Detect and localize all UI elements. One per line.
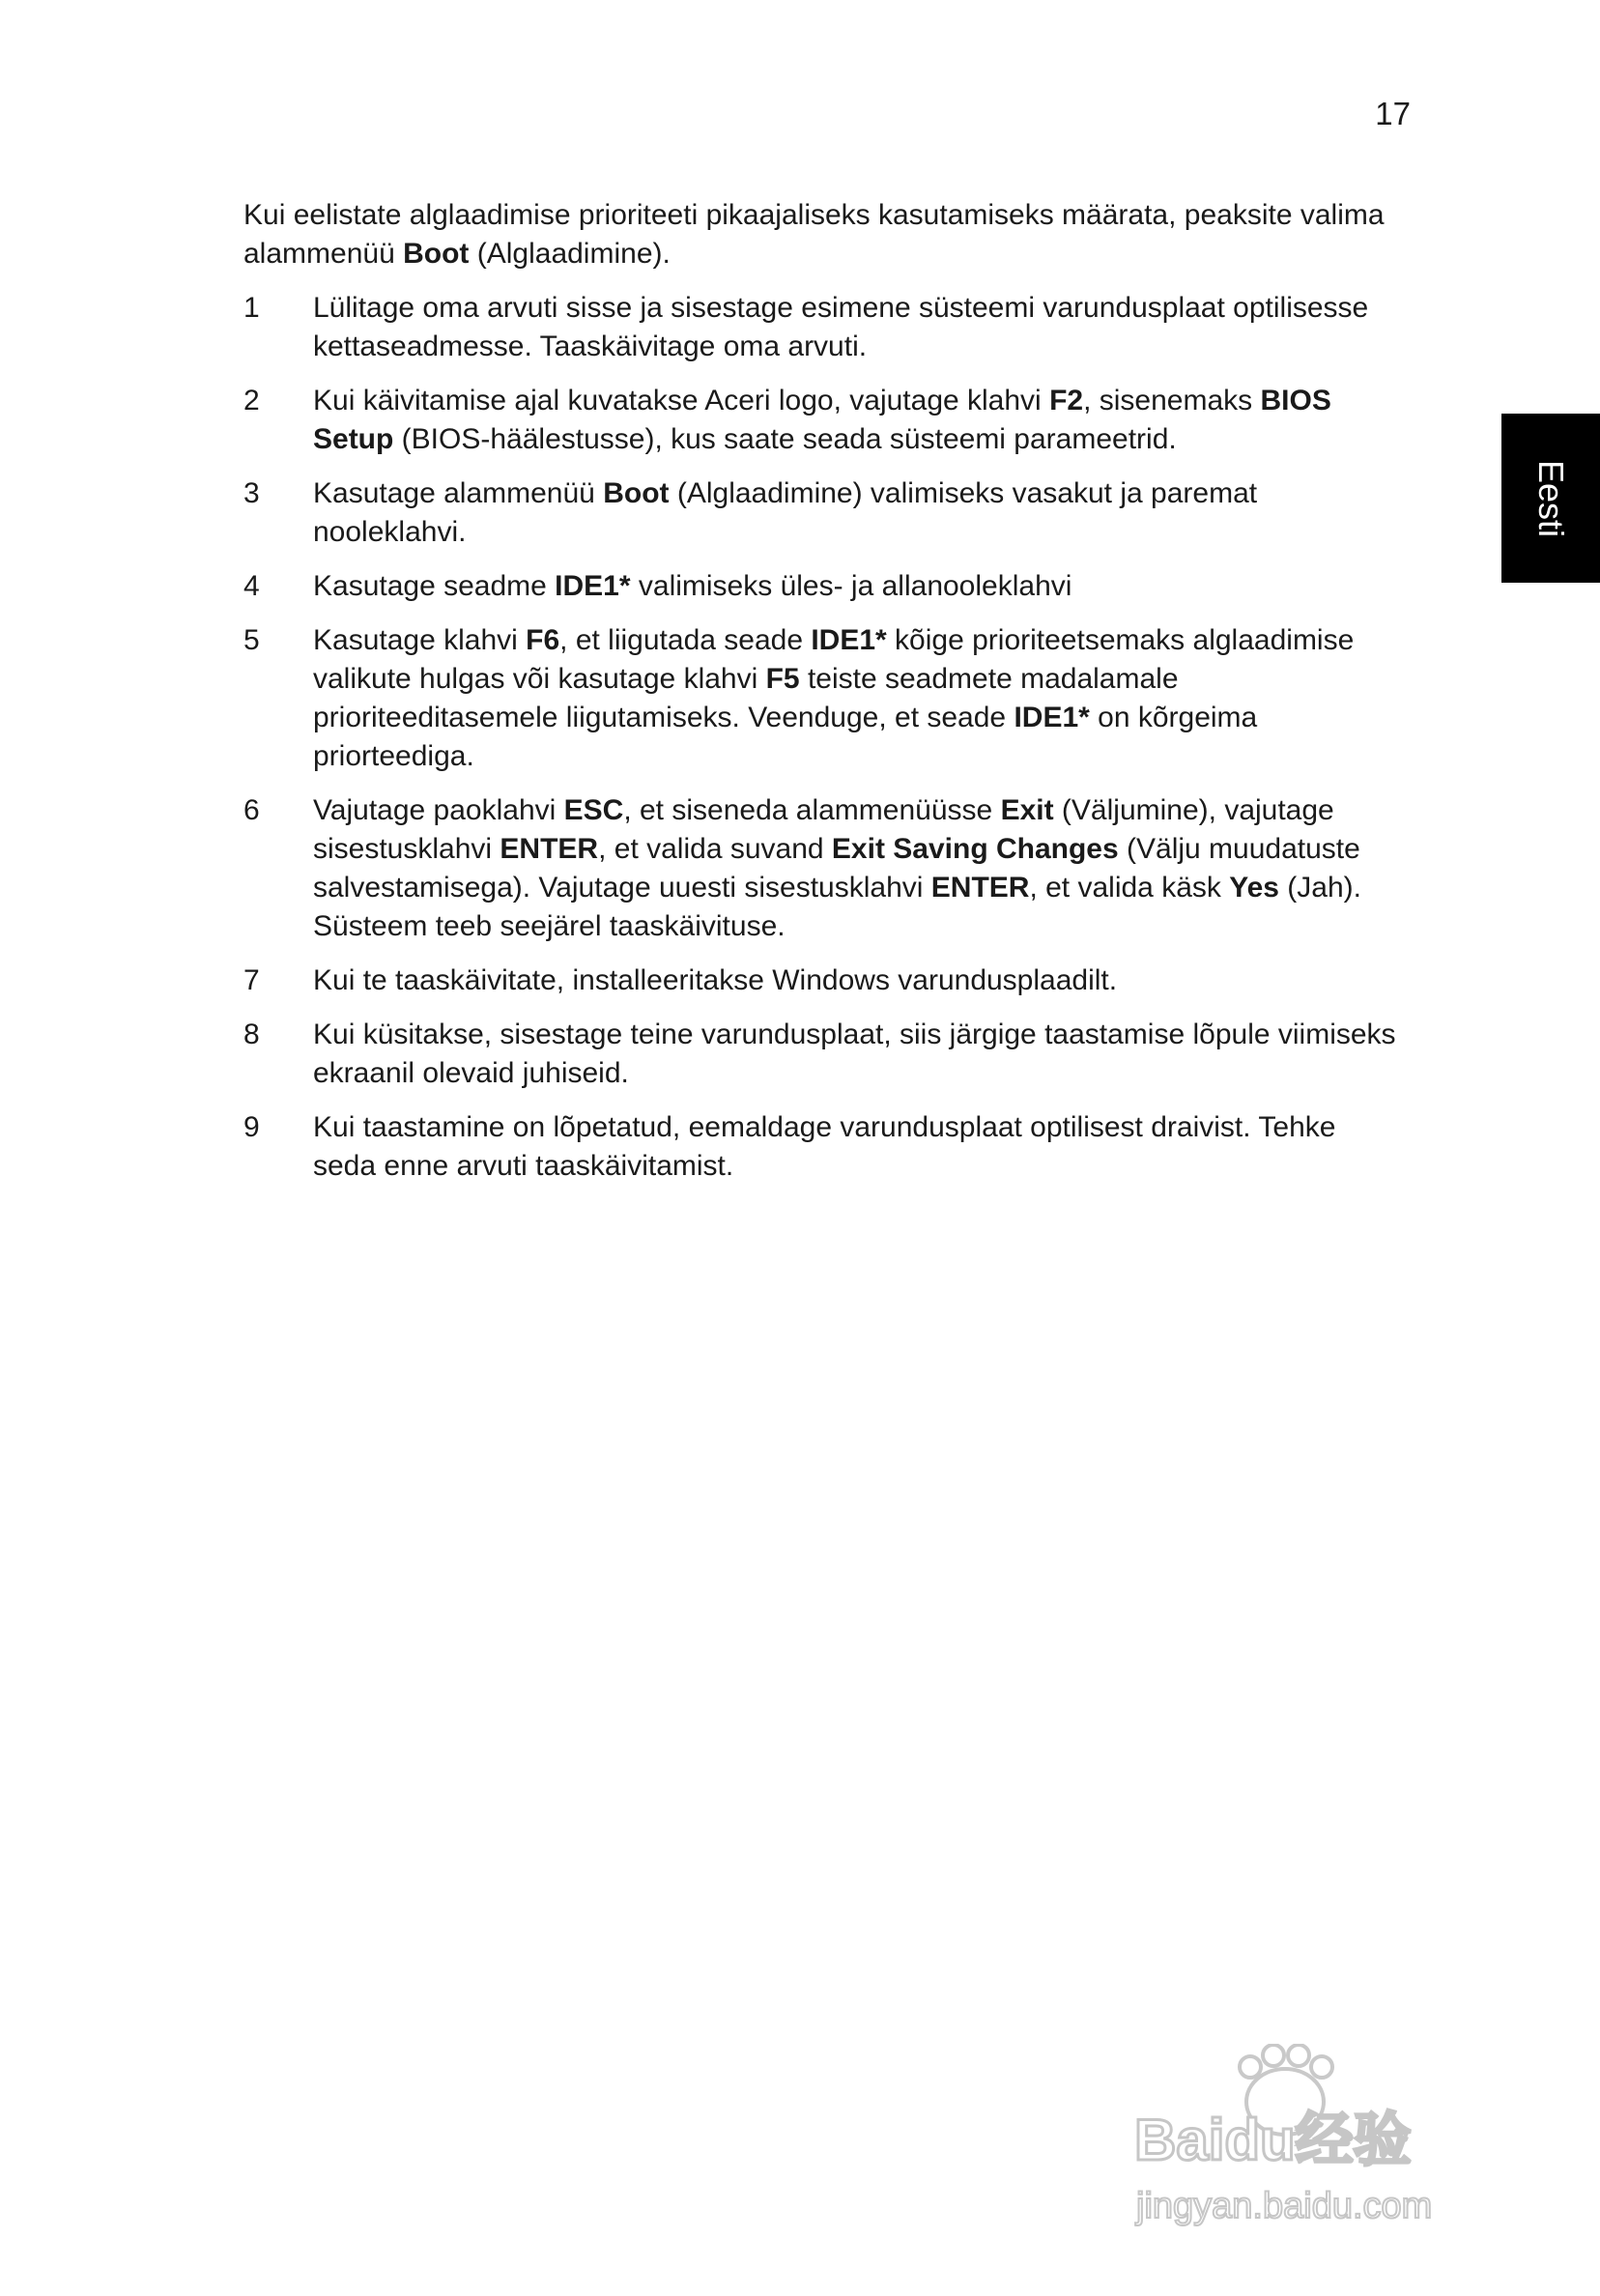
step-item (243, 1108, 1403, 1186)
text-run: valimiseks üles- ja allanooleklahvi (630, 570, 1072, 602)
bold-term: F2 (1049, 385, 1084, 416)
step-item (243, 961, 1403, 1000)
text-run: Kui taastamine on lõpetatud, eemaldage varundusplaat optilisest draivist. Tehke seda enne arvuti taaskäivitamist. (313, 1111, 1336, 1182)
step-text (313, 1016, 1403, 1093)
text-run: Kui te taaskäivitate, installeeritakse Windows varundusplaadilt. (313, 964, 1118, 996)
bold-term: F5 (765, 663, 800, 695)
step-number: 4 (243, 570, 260, 602)
step-number: 7 (243, 964, 260, 996)
bold-term: Boot (603, 477, 670, 509)
text-run: , et valida käsk (1029, 872, 1230, 904)
bold-term: F6 (526, 624, 560, 656)
text-run: kõige prioriteetsemaks alglaadimise valikute hulgas või kasutage klahvi (313, 624, 1355, 695)
step-text (313, 791, 1403, 946)
bold-term: Exit Saving Changes (831, 833, 1119, 865)
text-run: on kõrgeima priorteediga. (313, 702, 1258, 772)
page-number: 17 (1375, 96, 1411, 131)
step-text (313, 382, 1403, 459)
step-number: 3 (243, 477, 260, 509)
text-run: Kui käivitamise ajal kuvatakse Aceri logo, vajutage klahvi (313, 385, 1050, 416)
text-run: , et valida suvand (598, 833, 832, 865)
bold-term: IDE1* (555, 570, 631, 602)
text-run: teiste seadmete madalamale prioriteeditasemele liigutamiseks. Veenduge, et seade (313, 663, 1179, 733)
bold-term: Boot (403, 238, 470, 270)
document-body (243, 196, 1403, 1201)
text-run: , sisenemaks (1083, 385, 1261, 416)
step-text (313, 961, 1403, 1000)
text-run: Vajutage paoklahvi (313, 794, 564, 826)
step-text (313, 621, 1403, 776)
step-item (243, 289, 1403, 366)
intro-paragraph (243, 196, 1403, 273)
language-tab-label: Eesti (1530, 459, 1571, 537)
text-run: Lülitage oma arvuti sisse ja sisestage esimene süsteemi varundusplaat optilisesse kettaseadmesse. Taaskäivitage oma arvuti. (313, 292, 1369, 362)
bold-term: Exit (1000, 794, 1054, 826)
bold-term: Yes (1229, 872, 1279, 904)
text-run: Kasutage klahvi (313, 624, 527, 656)
text-run: Kasutage seadme (313, 570, 556, 602)
steps-list (243, 289, 1403, 1186)
bold-term: ENTER (500, 833, 599, 865)
text-run: (Jah). Süsteem teeb seejärel taaskäivituse. (313, 872, 1361, 942)
step-text (313, 567, 1403, 606)
step-text (313, 289, 1403, 366)
step-number: 6 (243, 794, 260, 826)
step-item (243, 567, 1403, 606)
watermark-url: jingyan.baidu.com (1136, 2186, 1433, 2226)
text-run: (Välju muudatuste salvestamisega). Vajutage uuesti sisestusklahvi (313, 833, 1360, 904)
step-number: 2 (243, 385, 260, 416)
step-text (313, 1108, 1403, 1186)
bold-term: IDE1* (1014, 702, 1090, 733)
text-run: (BIOS-häälestusse), kus saate seada süsteemi parameetrid. (393, 423, 1177, 455)
text-run: (Alglaadimine) valimiseks vasakut ja paremat nooleklahvi. (313, 477, 1258, 548)
text-run: , et siseneda alammenüüsse (623, 794, 1001, 826)
step-item (243, 474, 1403, 552)
step-item (243, 382, 1403, 459)
text-run: , et liigutada seade (559, 624, 812, 656)
bold-term: BIOS Setup (313, 385, 1331, 455)
bold-term: ESC (563, 794, 624, 826)
step-number: 1 (243, 292, 260, 324)
text-run: (Väljumine), vajutage sisestusklahvi (313, 794, 1334, 865)
bold-term: ENTER (930, 872, 1030, 904)
step-text (313, 474, 1403, 552)
step-number: 9 (243, 1111, 260, 1143)
step-number: 5 (243, 624, 260, 656)
text-run: (Alglaadimine). (469, 238, 671, 270)
step-item (243, 791, 1403, 946)
text-run: Kasutage alammenüü (313, 477, 604, 509)
text-run: Kui eelistate alglaadimise prioriteeti pikaajaliseks kasutamiseks määrata, peaksite valima alammenüü (243, 199, 1385, 270)
language-side-tab (1501, 414, 1600, 583)
bold-term: IDE1* (811, 624, 887, 656)
step-item (243, 1016, 1403, 1093)
text-run: Kui küsitakse, sisestage teine varundusplaat, siis järgige taastamise lõpule viimiseks ekraanil olevaid juhiseid. (313, 1019, 1396, 1089)
step-item (243, 621, 1403, 776)
step-number: 8 (243, 1019, 260, 1050)
baidu-jingyan-watermark (1130, 2044, 1507, 2237)
watermark-brand: Baidu经验 (1134, 2108, 1412, 2172)
